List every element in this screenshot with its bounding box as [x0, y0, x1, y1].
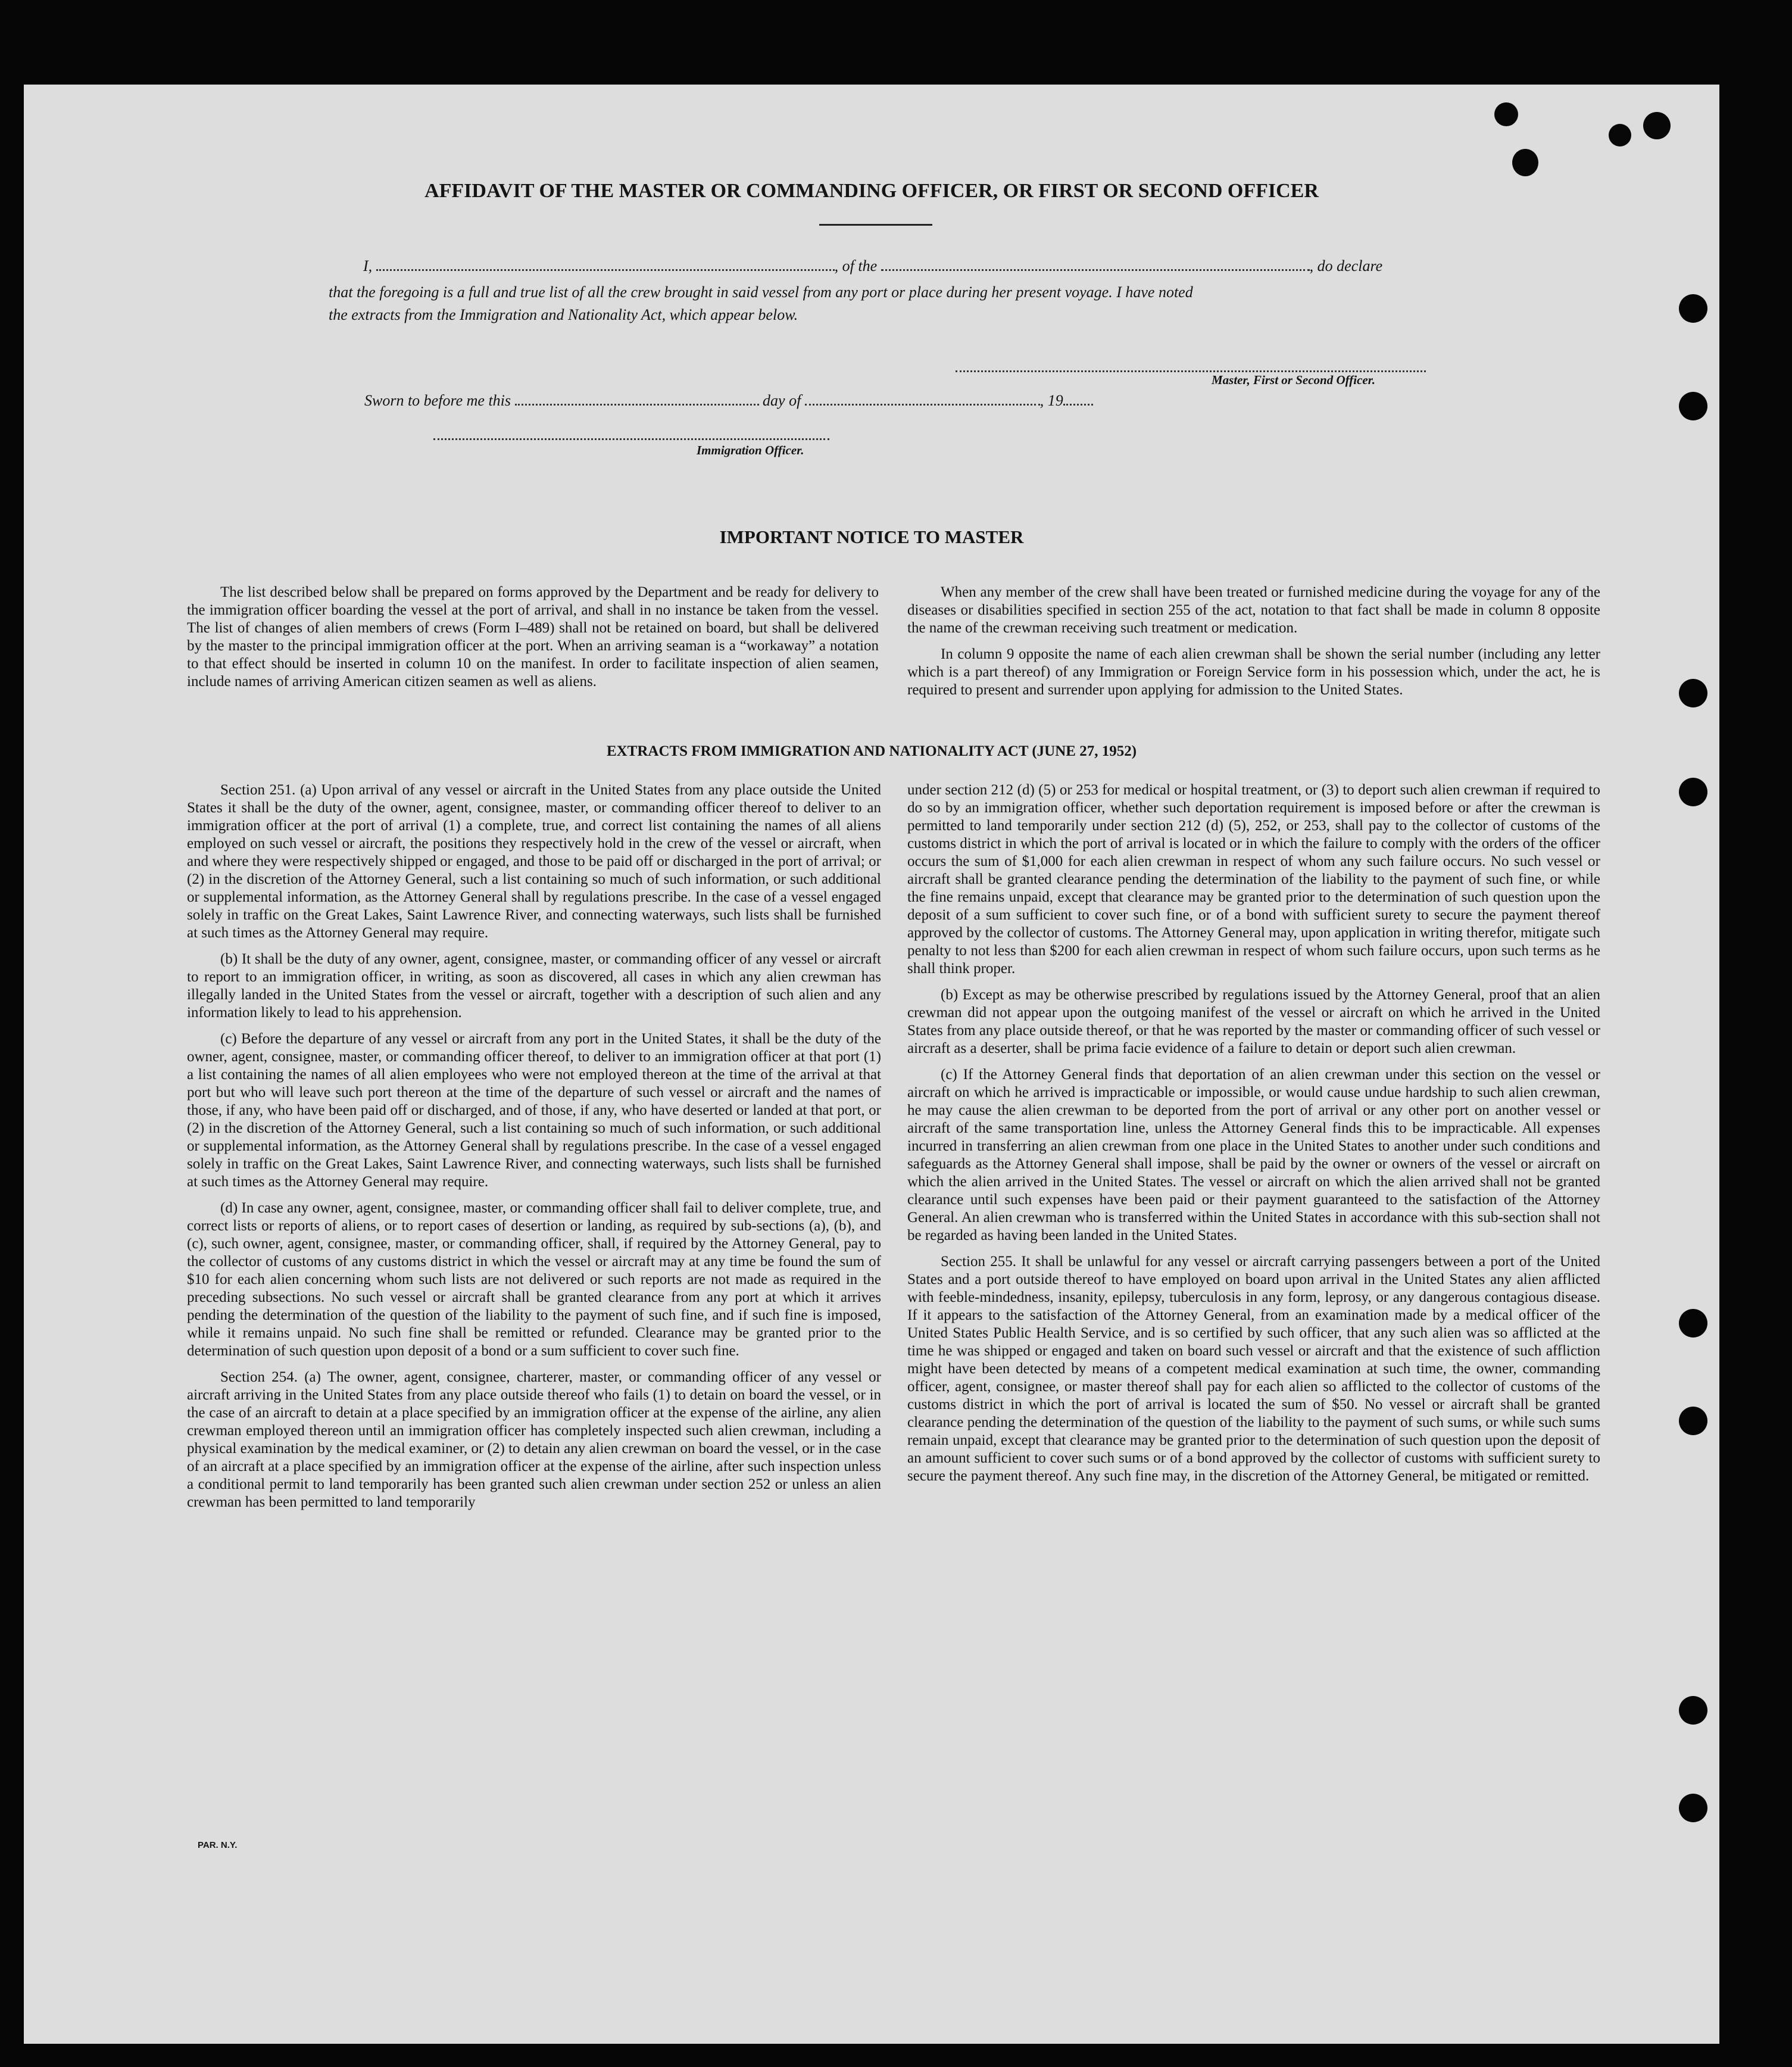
- notice-left-column: [187, 584, 879, 699]
- form-page: [24, 85, 1719, 2044]
- sworn-day-field[interactable]: [515, 391, 759, 406]
- notice-paragraph: In column 9 opposite the name of each alien crewman shall be shown the serial number (including any letter which is a part thereof) of any Immigration or Foreign Service form in his possession which, under the act, he is required to present and surrender upon applying for admission to the United States.: [907, 646, 1600, 698]
- punch-hole: [1679, 1407, 1707, 1435]
- notice-title: IMPORTANT NOTICE TO MASTER: [719, 526, 1024, 547]
- extract-paragraph: (d) In case any owner, agent, consignee, master, or commanding officer shall fail to deliver complete, true, and correct lists or reports of aliens, or to report cases of desertion or landing, as required by sub-sections (a), (b), and (c), such owner, agent, consignee, master, or commanding officer, shall, if required by the Attorney General, pay to the collector of customs of any customs district in which the vessel or aircraft may at any time be found the sum of $10 for each alien concerning whom such lists are not delivered or such reports are not made as required in the preceding subsections. No such vessel or aircraft shall be granted clearance from any port at which it arrives pending the determination of the question of the liability to the payment of such fine, and if such fine is imposed, while it remains unpaid. No such fine shall be remitted or refunded. Clearance may be granted prior to the determination of such question upon deposit of a bond or a sum sufficient to cover such fine.: [187, 1200, 881, 1359]
- notice-paragraph: When any member of the crew shall have been treated or furnished medicine during the voyage for any of the diseases or disabilities specified in section 255 of the act, notation to that fact shall be made in column 8 opposite the name of the crewman receiving such treatment or medication.: [907, 584, 1600, 636]
- extract-paragraph: (b) Except as may be otherwise prescribed by regulations issued by the Attorney General, proof that an alien crewman did not appear upon the outgoing manifest of the vessel or aircraft on which he arrived in the United States from any place outside thereof, or that he was reported by the master or commanding officer of such vessel or aircraft as a deserter, shall be prima facie evidence of a failure to detain or deport such alien crewman.: [907, 987, 1600, 1056]
- extract-paragraph: under section 212 (d) (5) or 253 for medical or hospital treatment, or (3) to deport such alien crewman if required to do so by an immigration officer, whether such deportation requirement is imposed before or after the crewman is permitted to land temporarily under section 212 (d) (5), 252, or 253, shall pay to the collector of customs of the customs district in which the port of arrival is located or in which the failure to comply with the orders of the officer occurs the sum of $1,000 for each alien crewman in respect of whom any such failure occurs. No such vessel or aircraft shall be granted clearance pending the determination of the liability to the payment of such fine, or while the fine remains unpaid, except that clearance may be granted prior to the determination of such question upon the deposit of a sum sufficient to cover such fine, or of a bond with sufficient surety to secure the payment thereof approved by the collector of customs. The Attorney General may, upon application in writing therefor, mitigate such penalty to not less than $200 for each alien crewman in respect of whom such failure occurs, upon such terms as he shall think proper.: [907, 782, 1600, 977]
- master-label: Master, First or Second Officer.: [1212, 373, 1375, 387]
- vessel-field[interactable]: [881, 256, 1310, 271]
- extracts-title: EXTRACTS FROM IMMIGRATION AND NATIONALITY ACT (JUNE 27, 1952): [606, 743, 1137, 759]
- extracts-left-column: [187, 781, 881, 1520]
- sworn-year-field[interactable]: [1063, 391, 1093, 406]
- extract-paragraph: Section 251. (a) Upon arrival of any vessel or aircraft in the United States from any place outside the United States it shall be the duty of the owner, agent, consignee, master, or commanding officer thereof to deliver to an immigration officer at the port of arrival (1) a complete, true, and correct list containing the names of all aliens employed on such vessel or aircraft, the positions they respectively hold in the crew of the vessel or aircraft, when and where they were respectively shipped or engaged, and those to be paid off or discharged in the port of arrival; or (2) in the discretion of the Attorney General, such a list containing so much of such information, or such additional or supplemental information, as the Attorney General shall by regulations prescribe. In the case of a vessel engaged solely in traffic on the Great Lakes, Saint Lawrence River, and connecting waterways, such lists shall be furnished at such times as the Attorney General may require.: [187, 782, 881, 941]
- punch-hole: [1679, 294, 1707, 323]
- punch-hole: [1679, 778, 1707, 806]
- extract-paragraph: (c) If the Attorney General finds that deportation of an alien crewman under this section on the vessel or aircraft on which he arrived is impracticable or impossible, or would cause undue hardship to such alien crewman, he may cause the alien crewman to be deported from the port of arrival or any other port on another vessel or aircraft of the same transportation line, unless the Attorney General finds this to be impracticable. All expenses incurred in transferring an alien crewman from one place in the United States to another under such conditions and safeguards as the Attorney General shall impose, shall be paid by the owner or owners of the vessel or aircraft on which the alien arrived in the United States. The vessel or aircraft on which the alien arrived shall not be granted clearance until such expenses have been paid or their payment guaranteed to the satisfaction of the Attorney General. An alien crewman who is transferred within the United States in accordance with this sub-section shall not be regarded as having been landed in the United States.: [907, 1067, 1600, 1243]
- title-underline: [819, 224, 932, 226]
- sworn-text: Sworn to before me this: [364, 392, 511, 409]
- ink-blot: [1494, 102, 1518, 126]
- ink-blot: [1609, 124, 1631, 146]
- affidavit-of-the: , of the: [834, 257, 878, 275]
- punch-hole: [1679, 679, 1707, 707]
- immigration-officer-label: Immigration Officer.: [697, 443, 804, 457]
- sworn-month-field[interactable]: [805, 391, 1040, 406]
- master-signature-line[interactable]: [956, 370, 1426, 372]
- notice-right-column: [907, 584, 1600, 707]
- extract-paragraph: Section 254. (a) The owner, agent, consignee, charterer, master, or commanding officer of any vessel or aircraft arriving in the United States from any place outside thereof who fails (1) to detain on board the vessel, or in the case of an aircraft to detain at a place specified by an immigration officer at the expense of the airline, any alien crewman employed thereon until an immigration officer has completely inspected such alien crewman, including a physical examination by the medical examiner, or (2) to detain any alien crewman on board the vessel, or in the case of an aircraft at a place specified by an immigration officer at the expense of the airline, after such inspection unless a conditional permit to land temporarily has been granted such alien crewman under section 252 or unless an alien crewman has been permitted to land temporarily: [187, 1369, 881, 1510]
- affidavit-i: I,: [363, 257, 373, 275]
- punch-hole: [1679, 1309, 1707, 1338]
- name-field[interactable]: [376, 256, 835, 271]
- printer-mark: PAR. N.Y.: [198, 1840, 238, 1850]
- affidavit-line-3: the extracts from the Immigration and Nationality Act, which appear below.: [329, 306, 798, 323]
- extract-paragraph: Section 255. It shall be unlawful for any vessel or aircraft carrying passengers between a port of the United States and a port outside thereof to have employed on board upon arrival in the United States any alien afflicted with feeble-mindedness, insanity, epilepsy, tuberculosis in any form, leprosy, or any dangerous contagious disease. If it appears to the satisfaction of the Attorney General, from an examination made by a medical officer of the United States Public Health Service, and is so certified by such officer, that any such alien was so afflicted at the time he was shipped or engaged and taken on board such vessel or aircraft and that the existence of such affliction might have been detected by means of a competent medical examination at such time, the owner, commanding officer, agent, consignee, or master thereof shall pay for each alien so afflicted to the collector of customs of the customs district in which the port of arrival is located the sum of $50. No vessel or aircraft shall be granted clearance pending the determination of the question of the liability to the payment of such sums, or while such sums remain unpaid, except that clearance may be granted prior to the determination of such question upon the deposit of an amount sufficient to cover such sums or of a bond approved by the collector of customs with sufficient surety to secure the payment thereof. Any such fine may, in the discretion of the Attorney General, be mitigated or remitted.: [907, 1254, 1600, 1484]
- punch-hole: [1679, 1794, 1707, 1822]
- punch-hole: [1679, 1696, 1707, 1725]
- ink-blot: [1643, 112, 1671, 139]
- year-text: , 19: [1039, 392, 1063, 409]
- immigration-officer-signature-line[interactable]: [433, 438, 829, 440]
- extract-paragraph: (c) Before the departure of any vessel or aircraft from any port in the United States, it shall be the duty of the owner, agent, consignee, master, or commanding officer thereof, to deliver to an immigration officer at that port (1) a list containing the names of all alien employees who were not employed thereon at the time of the arrival at that port but who will leave such port thereon at the time of the departure of such vessel or aircraft and the names of those, if any, who have been paid off or discharged, and of those, if any, who have deserted or landed at that port, or (2) in the discretion of the Attorney General, such a list containing so much of such information, or such additional or supplemental information, as the Attorney General shall by regulations prescribe. In the case of a vessel engaged solely in traffic on the Great Lakes, Saint Lawrence River, and connecting waterways, such lists shall be furnished at such times as the Attorney General may require.: [187, 1031, 881, 1190]
- day-of-text: day of: [763, 392, 801, 409]
- extracts-right-column: [907, 781, 1600, 1494]
- notice-paragraph: The list described below shall be prepared on forms approved by the Department and be ready for delivery to the immigration officer boarding the vessel at the port of arrival, and shall in no instance be taken from the vessel. The list of changes of alien members of crews (Form I–489) shall not be retained on board, but shall be delivered by the master to the principal immigration officer at the port. When an arriving seaman is a “workaway” a notation to that effect should be inserted in column 10 on the manifest. In order to facilitate inspection of alien seamen, include names of arriving American citizen seamen as well as aliens.: [187, 584, 879, 690]
- punch-hole: [1679, 392, 1707, 420]
- sworn-line: [364, 391, 1093, 410]
- affidavit-line-1: [363, 256, 1382, 275]
- affidavit-do-declare: , do declare: [1309, 257, 1383, 275]
- affidavit-title: AFFIDAVIT OF THE MASTER OR COMMANDING OFFICER, OR FIRST OR SECOND OFFICER: [424, 180, 1319, 202]
- extract-paragraph: (b) It shall be the duty of any owner, agent, consignee, master, or commanding officer of any vessel or aircraft to report to an immigration officer, in writing, as soon as discovered, all cases in which any alien crewman has illegally landed in the United States from the vessel or aircraft, together with a description of such alien and any information likely to lead to his apprehension.: [187, 951, 881, 1021]
- ink-blot: [1512, 149, 1538, 176]
- affidavit-line-2: that the foregoing is a full and true list of all the crew brought in said vessel from any port or place during her present voyage. I have noted: [329, 283, 1193, 301]
